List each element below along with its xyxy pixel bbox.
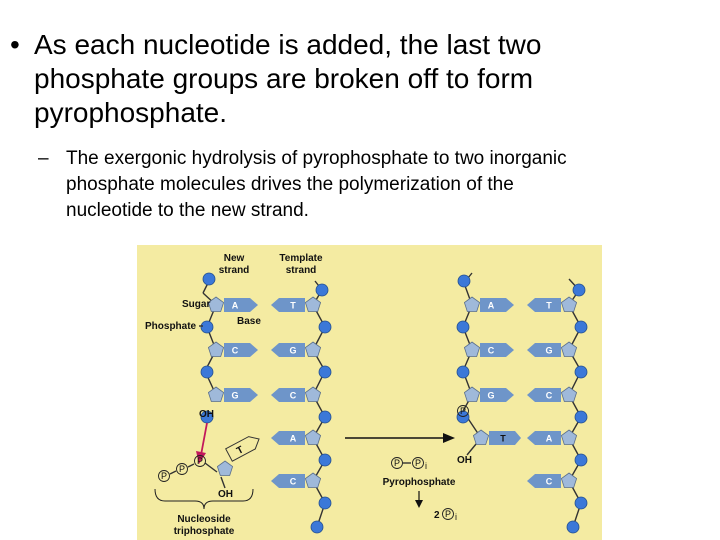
phosphate-subscript: i: [455, 512, 457, 522]
incoming-base-letter: T: [235, 444, 246, 457]
oh-label: OH: [457, 455, 472, 466]
bullet-sub-line: phosphate molecules drives the polymerization of the: [66, 174, 514, 195]
template-strand-label: Template: [279, 253, 323, 264]
phosphate-subscript: i: [425, 461, 427, 471]
phosphate-circle: [573, 284, 585, 296]
base-letter: A: [289, 433, 297, 444]
oh-label: OH: [199, 409, 214, 420]
phosphate-circle: [575, 321, 587, 333]
sugar-label: Sugar: [182, 299, 211, 310]
phosphate-circle: [319, 454, 331, 466]
phosphate-circle: [457, 321, 469, 333]
nucleoside-triphosphate-label: Nucleoside: [177, 514, 231, 525]
base-letter: T: [500, 433, 506, 444]
two-label: 2: [434, 510, 440, 521]
base-letter: C: [289, 390, 297, 401]
phosphate-circle: [201, 321, 213, 333]
phosphate-circle: [319, 411, 331, 423]
base-letter: G: [487, 390, 495, 401]
bullet-sub-line: nucleotide to the new strand.: [66, 200, 309, 221]
phosphate-symbol-letter: P: [414, 458, 422, 468]
base-letter: G: [231, 390, 239, 401]
bullet-main-line: pyrophosphate.: [34, 97, 228, 128]
phosphate-circle: [575, 497, 587, 509]
phosphate-circle: [319, 366, 331, 378]
oh-label: OH: [218, 489, 233, 500]
base-letter: A: [545, 433, 553, 444]
bullet-main-text: [34, 28, 674, 130]
base-letter: A: [487, 300, 495, 311]
base-letter: G: [289, 345, 297, 356]
phosphate-circle: [201, 366, 213, 378]
dna-polymerization-figure: [137, 245, 602, 540]
phosphate-circle: [319, 497, 331, 509]
base-letter: C: [487, 345, 495, 356]
bullet-main-line: phosphate groups are broken off to form: [34, 63, 534, 94]
bullet-marker: •: [10, 29, 20, 60]
phosphate-circle: [316, 284, 328, 296]
phosphate-symbol-letter: P: [393, 458, 401, 468]
base-letter: C: [545, 390, 553, 401]
base-letter: C: [231, 345, 239, 356]
base-letter: T: [290, 300, 296, 311]
sub-bullet-marker: –: [38, 148, 49, 169]
bullet-main-line: As each nucleotide is added, the last two: [34, 29, 542, 60]
phosphate-label: Phosphate: [145, 321, 197, 332]
figure-svg: [137, 245, 602, 540]
phosphate-circle: [567, 521, 579, 533]
phosphate-circle: [319, 321, 331, 333]
phosphate-circle: [575, 366, 587, 378]
phosphate-circle: [457, 366, 469, 378]
phosphate-circle: [203, 273, 215, 285]
phosphate-symbol-letter: P: [459, 406, 467, 416]
phosphate-symbol-letter: P: [160, 471, 168, 481]
template-strand-label: strand: [285, 265, 317, 276]
base-label: Base: [237, 316, 261, 327]
pyrophosphate-label: Pyrophosphate: [382, 477, 456, 488]
bullet-sub-line: The exergonic hydrolysis of pyrophosphate to two inorganic: [66, 148, 567, 169]
phosphate-symbol-letter: P: [444, 509, 452, 519]
phosphate-circle: [311, 521, 323, 533]
phosphate-symbol-letter: P: [178, 464, 186, 474]
new-strand-label: New: [223, 253, 245, 264]
base-letter: A: [231, 300, 239, 311]
base-letter: G: [545, 345, 553, 356]
nucleoside-triphosphate-label: triphosphate: [173, 526, 235, 537]
base-letter: T: [546, 300, 552, 311]
phosphate-circle: [575, 454, 587, 466]
base-letter: C: [545, 476, 553, 487]
base-letter: C: [289, 476, 297, 487]
new-strand-label: strand: [218, 265, 250, 276]
phosphate-circle: [575, 411, 587, 423]
phosphate-circle: [458, 275, 470, 287]
bullet-sub-text: [66, 146, 696, 224]
phosphate-symbol-letter: P: [196, 456, 204, 466]
